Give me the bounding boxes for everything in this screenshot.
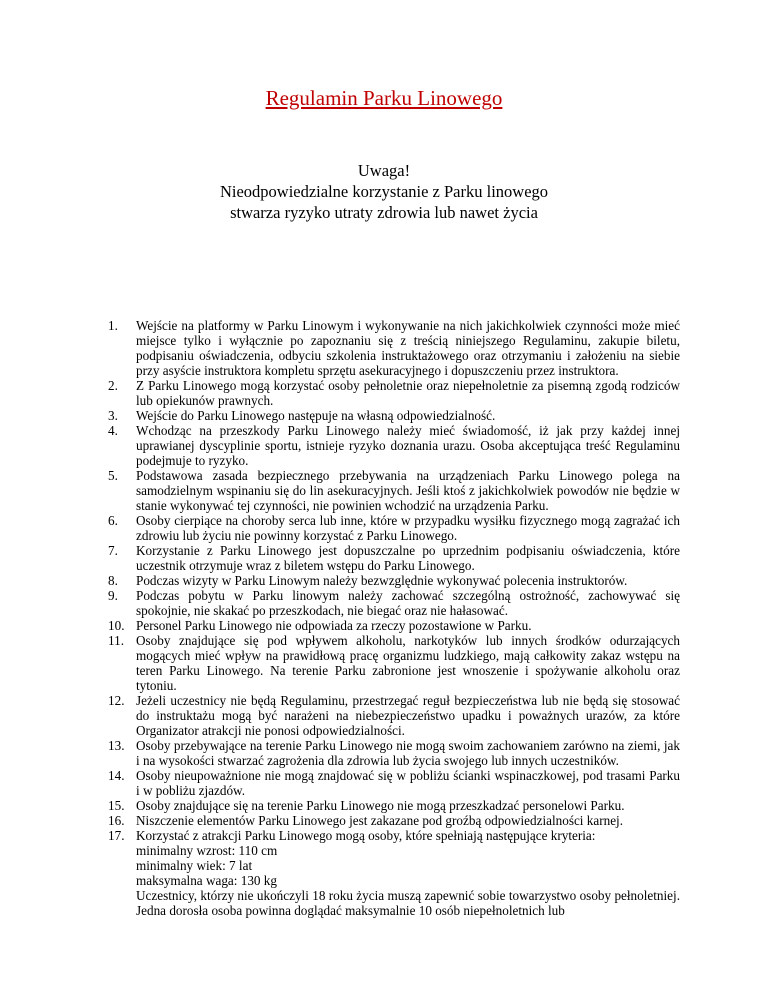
rule-number: 12. bbox=[108, 693, 125, 708]
rule-number: 15. bbox=[108, 798, 125, 813]
rule-item bbox=[0, 543, 768, 573]
warning-line: Uwaga! bbox=[357, 161, 411, 180]
rule-text: Podczas wizyty w Parku Linowym należy bezwzględnie wykonywać polecenia instruktorów. bbox=[136, 573, 628, 588]
rule-text: Korzystanie z Parku Linowego jest dopuszczalne po uprzednim podpisaniu oświadczenia, które uczestnik otrzymuje wraz z biletem wstępu do Parku Linowego. bbox=[136, 543, 680, 573]
rule-number: 2. bbox=[108, 378, 118, 393]
document-title: Regulamin Parku Linowego bbox=[265, 86, 503, 110]
rule-item bbox=[0, 468, 768, 513]
rules-list bbox=[0, 318, 768, 918]
rule-item bbox=[0, 618, 768, 633]
rule-item bbox=[0, 573, 768, 588]
rule-item bbox=[0, 633, 768, 693]
rule-number: 17. bbox=[108, 828, 125, 843]
rule-item bbox=[0, 828, 768, 918]
rule-number: 13. bbox=[108, 738, 125, 753]
rule-text: Osoby przebywające na terenie Parku Linowego nie mogą swoim zachowaniem zarówno na ziemi, jak i na wysokości stwarzać zagrożenia dla zdrowia lub życia swojego lub innych uczestników. bbox=[136, 738, 680, 768]
rule-text: Osoby znajdujące się na terenie Parku Linowego nie mogą przeszkadzać personelowi Parku. bbox=[136, 798, 625, 813]
rule-item bbox=[0, 423, 768, 468]
rule-number: 16. bbox=[108, 813, 125, 828]
final-paragraph: Uczestnicy, którzy nie ukończyli 18 roku życia muszą zapewnić sobie towarzystwo osoby pełnoletniej. Jedna dorosła osoba powinna doglądać maksymalnie 10 osób niepełnoletnich lub bbox=[136, 888, 680, 918]
criterion-line: minimalny wzrost: 110 cm bbox=[136, 843, 278, 858]
rule-text: Wchodząc na przeszkody Parku Linowego należy mieć świadomość, iż jak przy każdej innej uprawianej dyscyplinie sportu, istnieje ryzyko doznania urazu. Osoba akceptująca treść Regulaminu podejmuje to ryzyko. bbox=[136, 423, 680, 468]
rule-text: Osoby znajdujące się pod wpływem alkoholu, narkotyków lub innych środków odurzających mogących mieć wpływ na prawidłową pracę organizmu ludzkiego, mają całkowity zakaz wstępu na teren Parku Linowego. Na terenie Parku zabronione jest wnoszenie i spożywanie alkoholu oraz tytoniu. bbox=[136, 633, 680, 693]
rule-item bbox=[0, 408, 768, 423]
rule-number: 1. bbox=[108, 318, 118, 333]
rule-text: Korzystać z atrakcji Parku Linowego mogą osoby, które spełniają następujące kryteria: bbox=[136, 828, 596, 843]
rule-item bbox=[0, 693, 768, 738]
rule-item bbox=[0, 813, 768, 828]
rule-number: 14. bbox=[108, 768, 125, 783]
rule-text: Jeżeli uczestnicy nie będą Regulaminu, przestrzegać reguł bezpieczeństwa lub nie będą się stosować do instruktażu mogą być narażeni na niebezpieczeństwo upadku i poważnych urazów, za które Organizator atrakcji nie ponosi odpowiedzialności. bbox=[136, 693, 680, 738]
warning-line: stwarza ryzyko utraty zdrowia lub nawet życia bbox=[230, 203, 538, 222]
rule-item bbox=[0, 378, 768, 408]
criterion-line: maksymalna waga: 130 kg bbox=[136, 873, 277, 888]
rule-number: 11. bbox=[108, 633, 124, 648]
rule-item bbox=[0, 318, 768, 378]
rule-text: Z Parku Linowego mogą korzystać osoby pełnoletnie oraz niepełnoletnie za pisemną zgodą rodziców lub opiekunów prawnych. bbox=[136, 378, 680, 408]
rule-number: 7. bbox=[108, 543, 118, 558]
rule-text: Wejście na platformy w Parku Linowym i wykonywanie na nich jakichkolwiek czynności może mieć miejsce tylko i wyłącznie po zapoznaniu się z treścią niniejszego Regulaminu, zakupie biletu, podpisaniu oświadczenia, odbyciu szkolenia instruktażowego oraz otrzymaniu i założeniu na siebie przy asyście instruktora kompletu sprzętu asekuracyjnego i dopuszczeniu przez instruktora. bbox=[136, 318, 680, 378]
rule-text: Podczas pobytu w Parku linowym należy zachować szczególną ostrożność, zachowywać się spokojnie, nie skakać po przeszkodach, nie biegać oraz nie hałasować. bbox=[136, 588, 680, 618]
rule-item bbox=[0, 513, 768, 543]
warning-block bbox=[0, 160, 768, 223]
rule-item bbox=[0, 768, 768, 798]
rule-text: Niszczenie elementów Parku Linowego jest zakazane pod groźbą odpowiedzialności karnej. bbox=[136, 813, 624, 828]
rule-item bbox=[0, 798, 768, 813]
criterion-line: minimalny wiek: 7 lat bbox=[136, 858, 253, 873]
rule-number: 3. bbox=[108, 408, 118, 423]
rule-item bbox=[0, 588, 768, 618]
rule-number: 5. bbox=[108, 468, 118, 483]
rule-item bbox=[0, 738, 768, 768]
rule-text: Osoby nieupoważnione nie mogą znajdować się w pobliżu ścianki wspinaczkowej, pod trasami Parku i w pobliżu zjazdów. bbox=[136, 768, 680, 798]
rule-number: 8. bbox=[108, 573, 118, 588]
rule-text: Personel Parku Linowego nie odpowiada za rzeczy pozostawione w Parku. bbox=[136, 618, 532, 633]
rule-number: 10. bbox=[108, 618, 125, 633]
warning-line: Nieodpowiedzialne korzystanie z Parku linowego bbox=[219, 182, 549, 201]
rule-text: Podstawowa zasada bezpiecznego przebywania na urządzeniach Parku Linowego polega na samodzielnym wspinaniu się do lin asekuracyjnych. Jeśli ktoś z jakichkolwiek powodów nie będzie w stanie wykonywać tej czynności, nie powinien wchodzić na urządzenia Parku. bbox=[136, 468, 680, 513]
rule-number: 9. bbox=[108, 588, 118, 603]
rule-text: Osoby cierpiące na choroby serca lub inne, które w przypadku wysiłku fizycznego mogą zagrażać ich zdrowiu lub życiu nie powinny korzystać z Parku Linowego. bbox=[136, 513, 680, 543]
rule-number: 4. bbox=[108, 423, 118, 438]
rule-text: Wejście do Parku Linowego następuje na własną odpowiedzialność. bbox=[136, 408, 496, 423]
rule-number: 6. bbox=[108, 513, 118, 528]
